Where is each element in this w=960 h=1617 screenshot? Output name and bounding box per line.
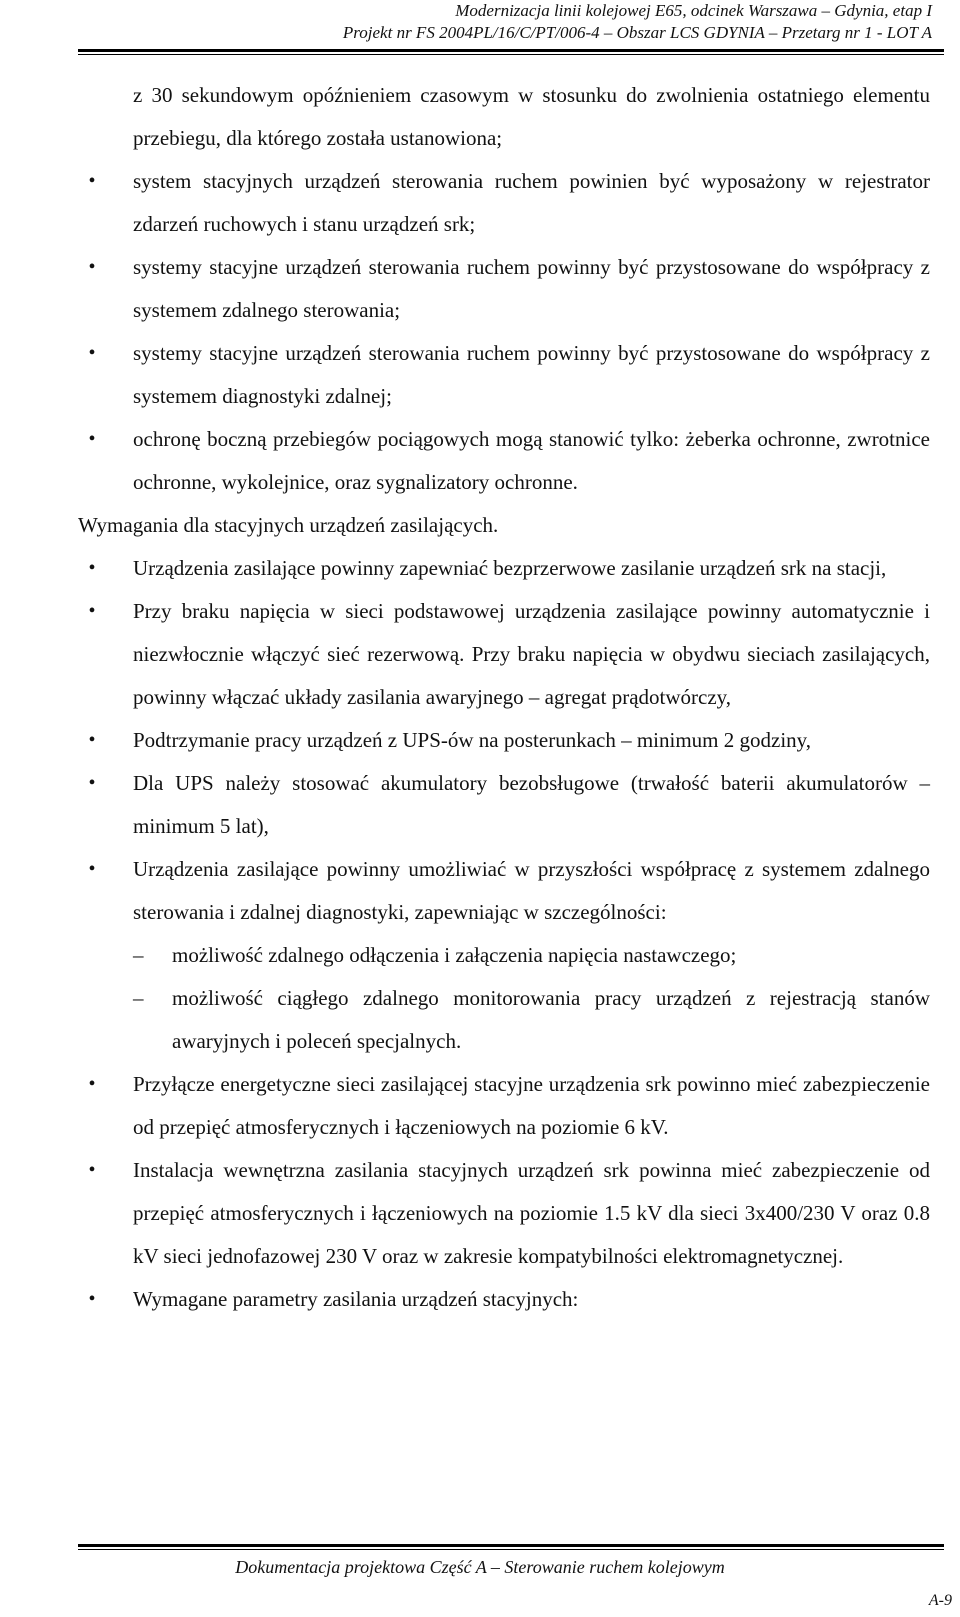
list-item-text: Dla UPS należy stosować akumulatory bezobsługowe (trwałość baterii akumulatorów – minimum 5 lat), bbox=[133, 771, 930, 838]
header-rule-thin bbox=[78, 54, 944, 55]
header-line-2: Projekt nr FS 2004PL/16/C/PT/006-4 – Obszar LCS GDYNIA – Przetarg nr 1 - LOT A bbox=[342, 23, 932, 42]
list-item-text: ochronę boczną przebiegów pociągowych mogą stanowić tylko: żeberka ochronne, zwrotnice ochronne, wykolejnice, oraz sygnalizatory ochronne. bbox=[133, 427, 930, 494]
list-item bbox=[0, 1149, 960, 1278]
bullet-icon: • bbox=[88, 428, 96, 450]
bullet-icon: • bbox=[88, 729, 96, 751]
dash-icon: – bbox=[133, 943, 144, 967]
bullet-icon: • bbox=[88, 1288, 96, 1310]
list-item bbox=[0, 547, 960, 590]
list-item-text: Przy braku napięcia w sieci podstawowej urządzenia zasilające powinny automatycznie i niezwłocznie włączyć sieć rezerwową. Przy braku napięcia w obydwu sieciach zasilających, powinny włączać układy zasilania awaryjnego – agregat prądotwórczy, bbox=[133, 599, 930, 709]
bullet-icon: • bbox=[88, 342, 96, 364]
section-heading: Wymagania dla stacyjnych urządzeń zasilających. bbox=[78, 513, 499, 537]
paragraph-continuation: z 30 sekundowym opóźnieniem czasowym w stosunku do zwolnienia ostatniego elementu przebiegu, dla którego została ustanowiona; bbox=[133, 83, 930, 150]
list-item-text: Urządzenia zasilające powinny zapewniać bezprzerwowe zasilanie urządzeń srk na stacji, bbox=[133, 556, 887, 580]
bullet-icon: • bbox=[88, 600, 96, 622]
header-rule bbox=[78, 49, 944, 52]
list-item-text: systemy stacyjne urządzeń sterowania ruchem powinny być przystosowane do współpracy z systemem diagnostyki zdalnej; bbox=[133, 341, 930, 408]
sub-list-item-text: możliwość zdalnego odłączenia i załączenia napięcia nastawczego; bbox=[172, 943, 737, 967]
list-item bbox=[0, 762, 960, 848]
page-number: A-9 bbox=[928, 1592, 952, 1609]
document-body bbox=[0, 74, 960, 1321]
bullet-icon: • bbox=[88, 1073, 96, 1095]
list-item bbox=[0, 1278, 960, 1321]
bullet-icon: • bbox=[88, 557, 96, 579]
list-item bbox=[0, 418, 960, 504]
bullet-icon: • bbox=[88, 772, 96, 794]
sub-list-item bbox=[0, 934, 960, 977]
list-item-text: Podtrzymanie pracy urządzeń z UPS-ów na posterunkach – minimum 2 godziny, bbox=[133, 728, 812, 752]
list-item-text: Przyłącze energetyczne sieci zasilającej stacyjne urządzenia srk powinno mieć zabezpieczenie od przepięć atmosferycznych i łączeniowych na poziomie 6 kV. bbox=[133, 1072, 930, 1139]
list-item bbox=[0, 246, 960, 332]
list-item-text: systemy stacyjne urządzeń sterowania ruchem powinny być przystosowane do współpracy z systemem zdalnego sterowania; bbox=[133, 255, 930, 322]
list-item bbox=[0, 332, 960, 418]
list-item bbox=[0, 719, 960, 762]
list-item-text: Wymagane parametry zasilania urządzeń stacyjnych: bbox=[133, 1287, 579, 1311]
page-footer: Dokumentacja projektowa Część A – Sterowanie ruchem kolejowym bbox=[235, 1557, 725, 1577]
bullet-icon: • bbox=[88, 170, 96, 192]
list-item bbox=[0, 160, 960, 246]
footer-rule-thin bbox=[78, 1549, 944, 1550]
bullet-icon: • bbox=[88, 256, 96, 278]
list-item-text: Instalacja wewnętrzna zasilania stacyjnych urządzeń srk powinna mieć zabezpieczenie od przepięć atmosferycznych i łączeniowych na poziomie 1.5 kV dla sieci 3x400/230 V oraz 0.8 kV sieci jednofazowej 230 V oraz w zakresie kompatybilności elektromagnetycznej. bbox=[133, 1158, 930, 1268]
sub-list-item-text: możliwość ciągłego zdalnego monitorowania pracy urządzeń z rejestracją stanów awaryjnych i poleceń specjalnych. bbox=[172, 986, 930, 1053]
page-header bbox=[343, 0, 932, 44]
list-item bbox=[0, 590, 960, 719]
header-line-1: Modernizacja linii kolejowej E65, odcinek Warszawa – Gdynia, etap I bbox=[455, 1, 932, 20]
footer-rule bbox=[78, 1544, 944, 1547]
dash-icon: – bbox=[133, 986, 144, 1010]
list-item bbox=[0, 1063, 960, 1149]
bullet-icon: • bbox=[88, 858, 96, 880]
list-item bbox=[0, 848, 960, 934]
bullet-icon: • bbox=[88, 1159, 96, 1181]
list-item-text: Urządzenia zasilające powinny umożliwiać w przyszłości współpracę z systemem zdalnego sterowania i zdalnej diagnostyki, zapewniając w szczególności: bbox=[133, 857, 930, 924]
sub-list-item bbox=[0, 977, 960, 1063]
list-item-text: system stacyjnych urządzeń sterowania ruchem powinien być wyposażony w rejestrator zdarzeń ruchowych i stanu urządzeń srk; bbox=[133, 169, 930, 236]
